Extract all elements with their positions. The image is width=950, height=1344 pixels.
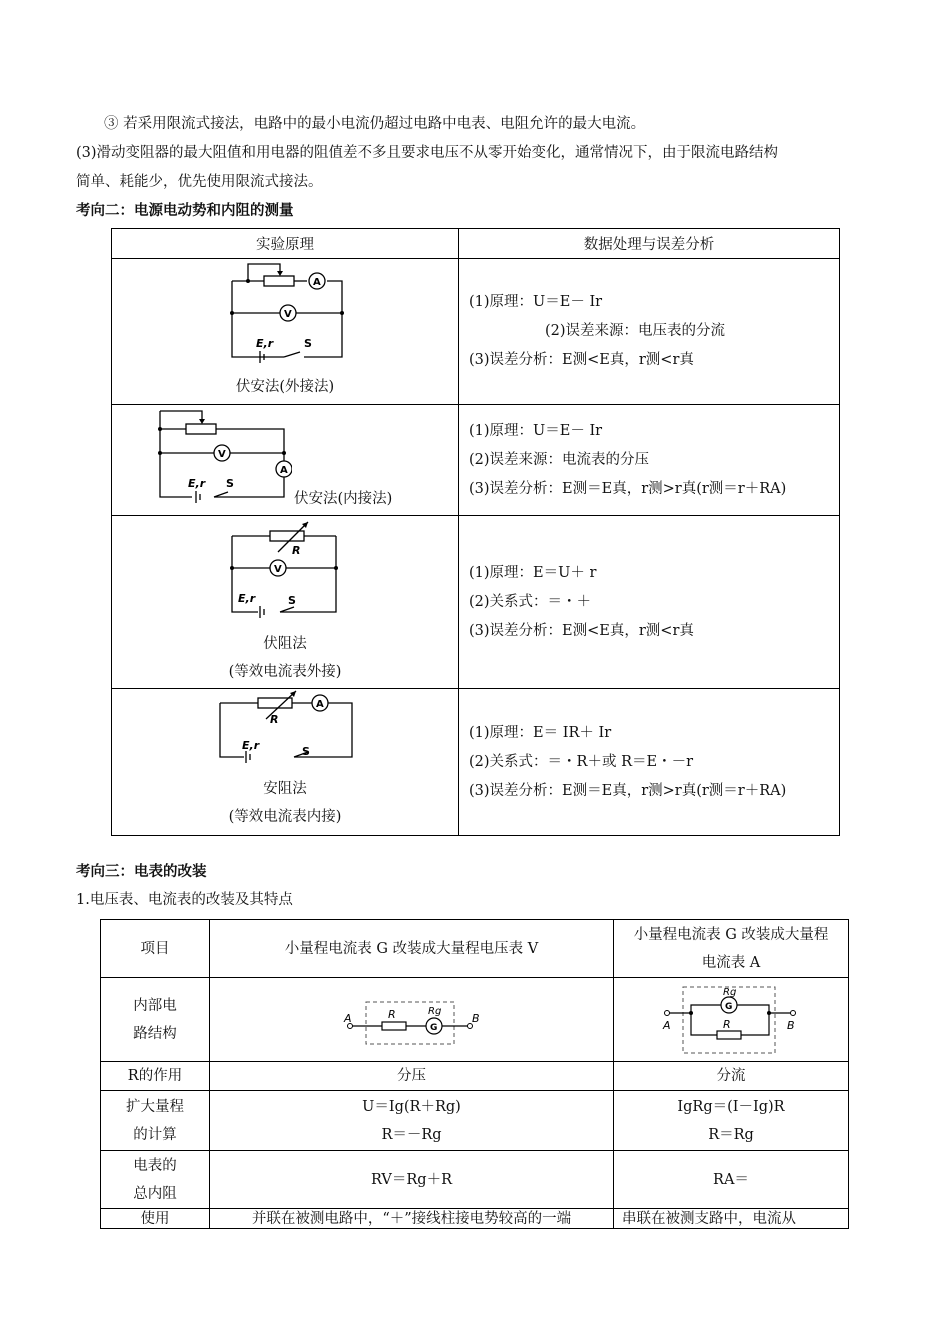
caption-2: 伏安法(内接法) xyxy=(294,491,393,507)
switch-label: S xyxy=(304,337,312,350)
rg-label: Rg xyxy=(427,1005,441,1017)
paragraph-1: ③ 若采用限流式接法，电路中的最小电流仍超过电路中电表、电阻允许的最大电流。 xyxy=(104,116,646,132)
measurement-table xyxy=(111,228,840,836)
circuit-current-resistance xyxy=(216,689,356,763)
circuit-voltage-resistance xyxy=(224,516,344,620)
galvanometer-label: G xyxy=(429,1022,437,1033)
structure-label-1: 内部电 xyxy=(133,997,177,1014)
voltmeter-circuit xyxy=(342,990,482,1050)
row-range-label xyxy=(101,1091,210,1151)
line-1-1: (1)原理：U＝E－ Ir xyxy=(469,294,603,310)
terminal-b-label: B xyxy=(471,1011,480,1025)
resistor-label: R xyxy=(292,544,301,557)
voltmeter-label-2: V xyxy=(218,449,226,460)
source-label-4: E,r xyxy=(242,739,260,752)
line-1-2: (2)误差来源：电压表的分流 xyxy=(545,323,726,339)
paragraph-2b: 简单、耗能少，优先使用限流式接法。 xyxy=(76,174,323,190)
header-ammeter-line1: 小量程电流表 G 改装成大量程 xyxy=(633,926,829,943)
caption-4b: (等效电流表内接) xyxy=(228,809,342,825)
meter-conversion-table xyxy=(100,919,849,1229)
row-structure-label xyxy=(101,978,210,1062)
switch-label-2: S xyxy=(226,477,234,490)
row-r-role-label: R的作用 xyxy=(101,1062,210,1091)
line-3-3: (3)误差分析：E测<E真，r测<r真 xyxy=(469,622,694,639)
range-ammeter-2: R＝Rg xyxy=(708,1126,754,1143)
usage-voltmeter: 并联在被测电路中，“＋”接线柱接电势较高的一端 xyxy=(210,1209,614,1229)
ammeter-label-4: A xyxy=(316,699,324,710)
line-1-3: (3)误差分析：E测<E真，r测<r真 xyxy=(469,352,694,368)
structure-label-2: 路结构 xyxy=(133,1025,177,1042)
section3-title: 考向三：电表的改装 xyxy=(76,864,207,880)
circuit-voltammetry-external xyxy=(222,261,352,369)
line-4-2: (2)关系式：＝・R＋或 R＝E・－r xyxy=(469,753,693,770)
usage-ammeter: 串联在被测支路中，电流从 xyxy=(614,1209,849,1229)
switch-label-4: S xyxy=(302,745,310,758)
resistance-voltmeter: RV＝Rg＋R xyxy=(210,1151,614,1209)
analysis-cell-2 xyxy=(459,405,840,516)
caption-4a: 安阻法 xyxy=(263,781,307,797)
line-2-3: (3)误差分析：E测＝E真，r测>r真(r测＝r＋RA) xyxy=(469,480,787,497)
paragraph-2a: (3)滑动变阻器的最大阻值和用电器的阻值差不多且要求电压不从零开始变化，通常情况下，由于限流电路结构 xyxy=(76,145,779,161)
source-label-3: E,r xyxy=(238,592,256,605)
range-voltmeter-2: R＝－Rg xyxy=(381,1126,442,1143)
resistance-ammeter: RA＝ xyxy=(614,1151,849,1209)
caption-3b: (等效电流表外接) xyxy=(228,664,342,680)
line-4-3: (3)误差分析：E测＝E真，r测>r真(r测＝r＋RA) xyxy=(469,782,787,799)
range-ammeter xyxy=(614,1091,849,1151)
terminal-a-label-2: A xyxy=(663,1018,671,1032)
line-3-2: (2)关系式：＝・＋ xyxy=(469,593,592,610)
section2-title: 考向二：电源电动势和内阻的测量 xyxy=(76,203,294,219)
switch-label-3: S xyxy=(288,594,296,607)
analysis-cell-4 xyxy=(459,689,840,836)
principle-cell-2 xyxy=(112,405,459,516)
r-label: R xyxy=(387,1007,396,1021)
ammeter-label: A xyxy=(313,277,321,288)
analysis-cell-3 xyxy=(459,516,840,689)
header-voltmeter: 小量程电流表 G 改装成大量程电压表 V xyxy=(210,920,614,978)
caption-1: 伏安法(外接法) xyxy=(235,379,335,395)
section3-subtitle: 1.电压表、电流表的改装及其特点 xyxy=(76,892,293,908)
range-ammeter-1: IgRg＝(I－Ig)R xyxy=(677,1098,785,1115)
voltmeter-label: V xyxy=(284,309,292,320)
range-label-1: 扩大量程 xyxy=(126,1098,184,1115)
r-role-voltmeter: 分压 xyxy=(210,1062,614,1091)
header-principle: 实验原理 xyxy=(112,229,459,259)
header-ammeter xyxy=(614,920,849,978)
range-label-2: 的计算 xyxy=(133,1126,177,1143)
row-usage-label: 使用 xyxy=(101,1209,210,1229)
voltmeter-label-3: V xyxy=(274,564,282,575)
ammeter-circuit xyxy=(661,983,801,1057)
line-2-1: (1)原理：U＝E－ Ir xyxy=(469,422,603,439)
line-2-2: (2)误差来源：电流表的分压 xyxy=(469,451,650,468)
line-3-1: (1)原理：E＝U＋ r xyxy=(469,564,597,581)
header-ammeter-line2: 电流表 A xyxy=(701,954,761,971)
resistance-label-1: 电表的 xyxy=(133,1157,177,1174)
r-label-2: R xyxy=(723,1017,731,1031)
terminal-b-label-2: B xyxy=(787,1018,795,1032)
principle-cell-4 xyxy=(112,689,459,836)
analysis-cell-1 xyxy=(459,259,840,405)
r-role-ammeter: 分流 xyxy=(614,1062,849,1091)
resistance-label-2: 总内阻 xyxy=(133,1185,177,1202)
source-label: E,r xyxy=(256,337,274,350)
terminal-a-label: A xyxy=(343,1011,352,1025)
line-4-1: (1)原理：E＝ IR＋ Ir xyxy=(469,724,612,741)
resistor-label-4: R xyxy=(270,713,279,726)
principle-cell-3 xyxy=(112,516,459,689)
principle-cell-1 xyxy=(112,259,459,405)
voltmeter-structure-cell xyxy=(210,978,614,1062)
header-analysis: 数据处理与误差分析 xyxy=(459,229,840,259)
rg-label-2: Rg xyxy=(723,986,737,998)
range-voltmeter-1: U＝Ig(R＋Rg) xyxy=(362,1098,461,1115)
caption-3a: 伏阻法 xyxy=(263,636,307,652)
circuit-voltammetry-internal xyxy=(152,407,292,503)
range-voltmeter xyxy=(210,1091,614,1151)
row-resistance-label xyxy=(101,1151,210,1209)
galvanometer-label-2: G xyxy=(725,1001,733,1012)
ammeter-label-2: A xyxy=(280,465,288,476)
header-item: 项目 xyxy=(101,920,210,978)
source-label-2: E,r xyxy=(188,477,206,490)
ammeter-structure-cell xyxy=(614,978,849,1062)
